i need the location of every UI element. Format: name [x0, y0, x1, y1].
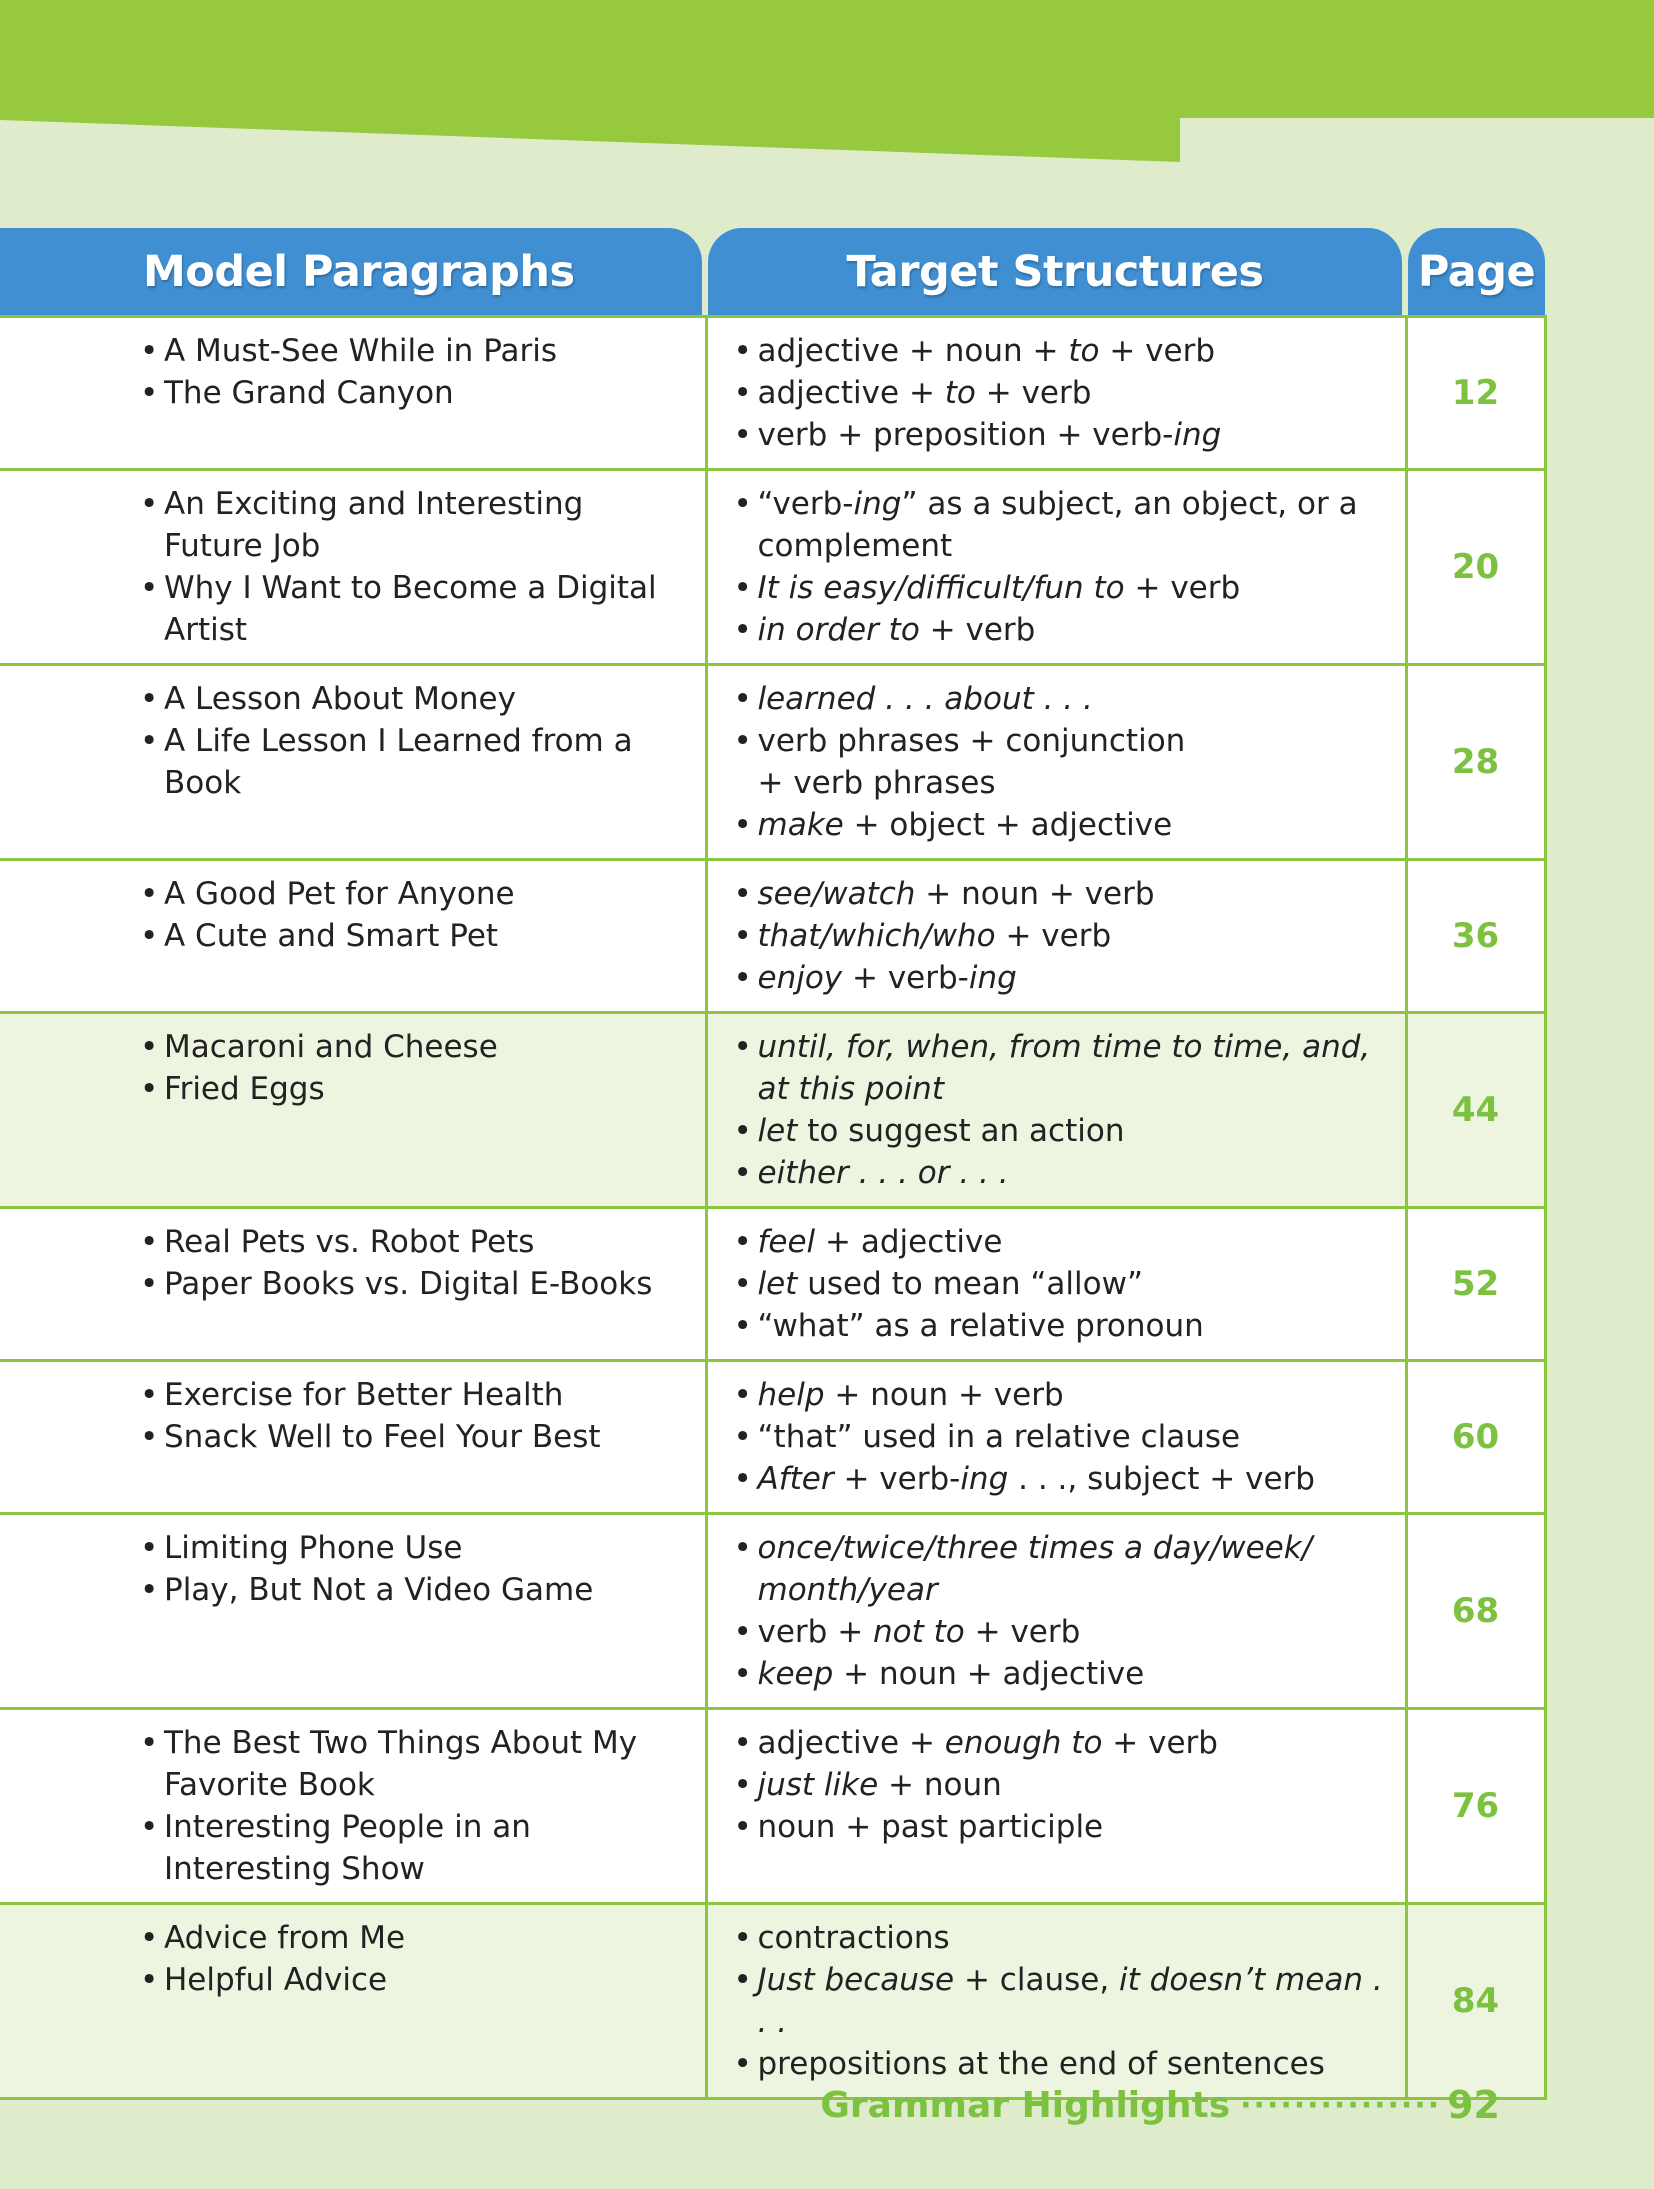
structure-item: • noun + past participle: [734, 1806, 1387, 1848]
footer-label: Grammar Highlights: [820, 2084, 1231, 2126]
table-body: [0, 317, 1545, 2099]
paragraph-list: [140, 1722, 685, 1890]
footer-leader-dots: ···············: [1240, 2087, 1442, 2123]
table-row: [0, 1904, 1545, 2099]
table-row: [0, 1208, 1545, 1361]
structure-list: [734, 1722, 1387, 1848]
structure-list: [734, 1527, 1387, 1695]
target-structures-cell: [706, 470, 1406, 665]
structure-item: • help + noun + verb: [734, 1374, 1387, 1416]
paragraph-list: [140, 678, 685, 804]
structure-list: [734, 1026, 1387, 1194]
structure-item: • that/which/who + verb: [734, 915, 1387, 957]
structure-item: • make + object + adjective: [734, 804, 1387, 846]
table-row: [0, 317, 1545, 470]
paragraph-list: [140, 1374, 685, 1458]
paragraph-title: • An Exciting and Interesting Future Job: [140, 483, 685, 567]
paragraph-title: • Real Pets vs. Robot Pets: [140, 1221, 685, 1263]
paragraph-title: • Macaroni and Cheese: [140, 1026, 685, 1068]
structure-list: [734, 678, 1387, 846]
structure-item: • “verb-ing” as a subject, an object, or a complement: [734, 483, 1387, 567]
structure-item: • feel + adjective: [734, 1221, 1387, 1263]
page-number-cell[interactable]: 12: [1406, 317, 1545, 470]
structure-item: • let to suggest an action: [734, 1110, 1387, 1152]
structure-item: • adjective + to + verb: [734, 372, 1387, 414]
paragraph-title: • The Best Two Things About My Favorite Book: [140, 1722, 685, 1806]
footer-page-number: 92: [1447, 2083, 1500, 2127]
page-number-cell[interactable]: 52: [1406, 1208, 1545, 1361]
structure-item: • let used to mean “allow”: [734, 1263, 1387, 1305]
paragraph-list: [140, 1221, 685, 1305]
structure-item: • adjective + enough to + verb: [734, 1722, 1387, 1764]
structure-item: • either . . . or . . .: [734, 1152, 1387, 1194]
header-page: Page: [1408, 228, 1545, 315]
page-number-cell[interactable]: 28: [1406, 665, 1545, 860]
contents-table: [0, 315, 1547, 2100]
structure-item: • learned . . . about . . .: [734, 678, 1387, 720]
structure-list: [734, 1221, 1387, 1347]
target-structures-cell: [706, 1013, 1406, 1208]
paragraph-list: [140, 330, 685, 414]
paragraph-title: • A Must-See While in Paris: [140, 330, 685, 372]
paragraph-title: • Limiting Phone Use: [140, 1527, 685, 1569]
paragraph-title: • Why I Want to Become a Digital Artist: [140, 567, 685, 651]
paragraph-title: • Fried Eggs: [140, 1068, 685, 1110]
paragraph-title: • A Life Lesson I Learned from a Book: [140, 720, 685, 804]
paragraph-title: • The Grand Canyon: [140, 372, 685, 414]
structure-item: • After + verb-ing . . ., subject + verb: [734, 1458, 1387, 1500]
model-paragraphs-cell: [0, 1709, 706, 1904]
page-number-cell[interactable]: 76: [1406, 1709, 1545, 1904]
model-paragraphs-cell: [0, 1904, 706, 2099]
paragraph-title: • Interesting People in an Interesting Show: [140, 1806, 685, 1890]
model-paragraphs-cell: [0, 860, 706, 1013]
paragraph-list: [140, 1026, 685, 1110]
page-number-cell[interactable]: 84: [1406, 1904, 1545, 2099]
model-paragraphs-cell: [0, 317, 706, 470]
page-number-cell[interactable]: 68: [1406, 1514, 1545, 1709]
structure-item: • just like + noun: [734, 1764, 1387, 1806]
model-paragraphs-cell: [0, 665, 706, 860]
target-structures-cell: [706, 1514, 1406, 1709]
table-row: [0, 860, 1545, 1013]
page-number-cell[interactable]: 60: [1406, 1361, 1545, 1514]
table-row: [0, 665, 1545, 860]
table-row: [0, 1013, 1545, 1208]
page-number-cell[interactable]: 20: [1406, 470, 1545, 665]
paragraph-list: [140, 873, 685, 957]
table-row: [0, 1514, 1545, 1709]
page-number-cell[interactable]: 44: [1406, 1013, 1545, 1208]
header-target-structures: Target Structures: [708, 228, 1402, 315]
structure-item: • contractions: [734, 1917, 1387, 1959]
structure-item: • see/watch + noun + verb: [734, 873, 1387, 915]
table-row: [0, 1709, 1545, 1904]
paragraph-title: • Advice from Me: [140, 1917, 685, 1959]
target-structures-cell: [706, 860, 1406, 1013]
target-structures-cell: [706, 1208, 1406, 1361]
structure-item: • prepositions at the end of sentences: [734, 2043, 1387, 2085]
target-structures-cell: [706, 665, 1406, 860]
paragraph-title: • A Good Pet for Anyone: [140, 873, 685, 915]
structure-list: [734, 330, 1387, 456]
structure-item: • until, for, when, from time to time, and, at this point: [734, 1026, 1387, 1110]
paragraph-title: • Snack Well to Feel Your Best: [140, 1416, 685, 1458]
contents-table-wrapper: [0, 228, 1545, 2100]
structure-item: • verb + preposition + verb-ing: [734, 414, 1387, 456]
paragraph-title: • Exercise for Better Health: [140, 1374, 685, 1416]
target-structures-cell: [706, 317, 1406, 470]
top-green-banner: [0, 0, 1654, 170]
structure-list: [734, 1374, 1387, 1500]
structure-item: • “that” used in a relative clause: [734, 1416, 1387, 1458]
paragraph-title: • Play, But Not a Video Game: [140, 1569, 685, 1611]
header-model-paragraphs: Model Paragraphs: [0, 228, 702, 315]
table-row: [0, 1361, 1545, 1514]
model-paragraphs-cell: [0, 1013, 706, 1208]
structure-item: • enjoy + verb-ing: [734, 957, 1387, 999]
paragraph-title: • A Cute and Smart Pet: [140, 915, 685, 957]
target-structures-cell: [706, 1709, 1406, 1904]
model-paragraphs-cell: [0, 1208, 706, 1361]
model-paragraphs-cell: [0, 470, 706, 665]
structure-item: • It is easy/difficult/fun to + verb: [734, 567, 1387, 609]
structure-item: • in order to + verb: [734, 609, 1387, 651]
structure-item: • verb + not to + verb: [734, 1611, 1387, 1653]
footer-grammar-highlights[interactable]: [820, 2083, 1500, 2127]
structure-item: • Just because + clause, it doesn’t mean . . .: [734, 1959, 1387, 2043]
paragraph-title: • A Lesson About Money: [140, 678, 685, 720]
target-structures-cell: [706, 1361, 1406, 1514]
model-paragraphs-cell: [0, 1514, 706, 1709]
structure-item: • verb phrases + conjunction + verb phrases: [734, 720, 1387, 804]
structure-item: • adjective + noun + to + verb: [734, 330, 1387, 372]
structure-list: [734, 1917, 1387, 2085]
paragraph-title: • Helpful Advice: [140, 1959, 685, 2001]
structure-item: • once/twice/three times a day/week/ month/year: [734, 1527, 1387, 1611]
target-structures-cell: [706, 1904, 1406, 2099]
paragraph-list: [140, 1917, 685, 2001]
paragraph-list: [140, 1527, 685, 1611]
table-row: [0, 470, 1545, 665]
paragraph-list: [140, 483, 685, 651]
paragraph-title: • Paper Books vs. Digital E-Books: [140, 1263, 685, 1305]
structure-item: • keep + noun + adjective: [734, 1653, 1387, 1695]
structure-list: [734, 483, 1387, 651]
structure-list: [734, 873, 1387, 999]
structure-item: • “what” as a relative pronoun: [734, 1305, 1387, 1347]
page-number-cell[interactable]: 36: [1406, 860, 1545, 1013]
table-header-row: [0, 228, 1545, 315]
model-paragraphs-cell: [0, 1361, 706, 1514]
